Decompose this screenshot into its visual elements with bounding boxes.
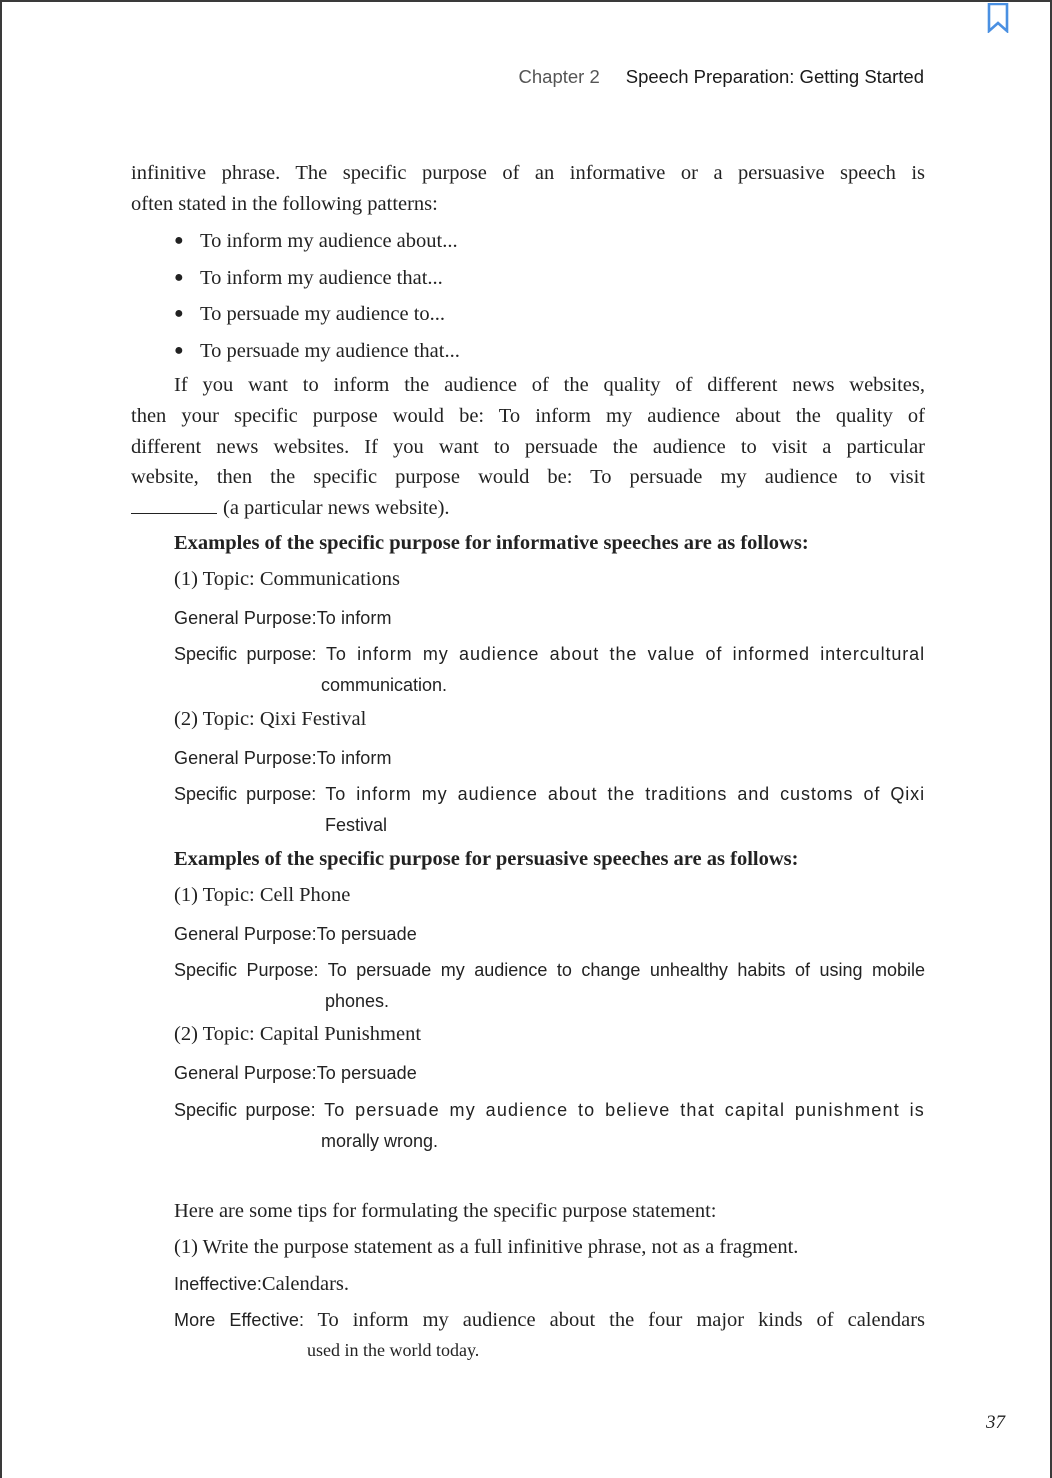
- list-item: [174, 263, 460, 300]
- explanation-line: If you want to inform the audience of the quality of different news websites,: [174, 374, 925, 396]
- list-item-text: To inform my audience about...: [200, 230, 458, 252]
- effective-example: [174, 1309, 925, 1332]
- ineffective-label: Ineffective:: [174, 1274, 262, 1294]
- intro-paragraph: [131, 158, 925, 220]
- general-purpose: [174, 924, 417, 945]
- specific-purpose: [174, 644, 925, 665]
- bullet-icon: ●: [174, 232, 184, 249]
- specific-purpose: [174, 960, 925, 981]
- ineffective-example: [174, 1273, 349, 1296]
- tip-1: (1) Write the purpose statement as a full infinitive phrase, not as a fragment.: [174, 1236, 799, 1258]
- explanation-line: website, then the specific purpose would be: To persuade my audience to visit: [131, 466, 925, 489]
- intro-line: often stated in the following patterns:: [131, 192, 438, 215]
- fill-in-blank: [131, 493, 217, 514]
- general-purpose-label: General Purpose:: [174, 924, 317, 944]
- chapter-title: Speech Preparation: Getting Started: [625, 66, 924, 87]
- list-item: [174, 336, 460, 373]
- specific-purpose-label: Specific purpose:: [174, 1100, 316, 1120]
- list-item-text: To persuade my audience that...: [200, 339, 460, 362]
- explanation-line: (a particular news website).: [223, 497, 450, 520]
- explanation-paragraph: [131, 370, 925, 524]
- page-number: 37: [986, 1412, 1005, 1433]
- chapter-label: Chapter 2: [518, 66, 600, 87]
- informative-heading: Examples of the specific purpose for informative speeches are as follows:: [174, 532, 809, 554]
- pattern-list: [174, 226, 460, 372]
- specific-purpose-continued: communication.: [321, 675, 448, 695]
- specific-purpose: [174, 1100, 925, 1121]
- tips-intro: Here are some tips for formulating the specific purpose statement:: [174, 1200, 717, 1222]
- list-item: [174, 299, 460, 336]
- specific-purpose-value: To inform my audience about the value of informed intercultural: [325, 644, 925, 664]
- specific-purpose-continued: phones.: [325, 991, 390, 1011]
- running-header: [2, 66, 924, 88]
- persuasive-heading: Examples of the specific purpose for persuasive speeches are as follows:: [174, 848, 799, 870]
- example-topic: (1) Topic: Communications: [174, 568, 400, 590]
- effective-label: More Effective:: [174, 1310, 305, 1330]
- explanation-line: then your specific purpose would be: To inform my audience about the quality of: [131, 404, 925, 427]
- specific-purpose-value: To persuade my audience to believe that capital punishment is: [324, 1100, 925, 1120]
- example-topic: (2) Topic: Capital Punishment: [174, 1023, 422, 1045]
- effective-continued: used in the world today.: [307, 1340, 480, 1360]
- bookmark-icon[interactable]: [986, 3, 1010, 33]
- example-topic: (2) Topic: Qixi Festival: [174, 708, 367, 730]
- specific-purpose-label: Specific Purpose:: [174, 960, 319, 980]
- example-topic: (1) Topic: Cell Phone: [174, 884, 351, 906]
- general-purpose-label: General Purpose:: [174, 748, 317, 768]
- general-purpose: [174, 1063, 417, 1084]
- specific-purpose-continued: morally wrong.: [321, 1131, 439, 1151]
- general-purpose-value: To persuade: [316, 1063, 417, 1083]
- specific-purpose-value: To inform my audience about the traditions and customs of Qixi: [325, 784, 925, 804]
- general-purpose-value: To inform: [316, 608, 392, 628]
- specific-purpose-label: Specific purpose:: [174, 784, 317, 804]
- general-purpose-label: General Purpose:: [174, 608, 317, 628]
- list-item: [174, 226, 460, 263]
- general-purpose-value: To inform: [316, 748, 392, 768]
- general-purpose-label: General Purpose:: [174, 1063, 317, 1083]
- ineffective-value: Calendars.: [261, 1273, 350, 1295]
- specific-purpose-continued: Festival: [325, 815, 388, 835]
- specific-purpose-label: Specific purpose:: [174, 644, 317, 664]
- general-purpose: [174, 608, 392, 629]
- general-purpose-value: To persuade: [316, 924, 417, 944]
- list-item-text: To inform my audience that...: [200, 266, 443, 289]
- list-item-text: To persuade my audience to...: [200, 303, 446, 325]
- effective-value: To inform my audience about the four major kinds of calendars: [317, 1309, 926, 1331]
- explanation-line: different news websites. If you want to persuade the audience to visit a particular: [131, 435, 925, 458]
- specific-purpose-value: To persuade my audience to change unhealthy habits of using mobile: [327, 960, 925, 980]
- bullet-icon: ●: [174, 341, 184, 359]
- general-purpose: [174, 748, 392, 769]
- bullet-icon: ●: [174, 268, 184, 286]
- bullet-icon: ●: [174, 305, 184, 322]
- specific-purpose: [174, 784, 925, 805]
- intro-line: infinitive phrase. The specific purpose of an informative or a persuasive speech is: [131, 162, 925, 184]
